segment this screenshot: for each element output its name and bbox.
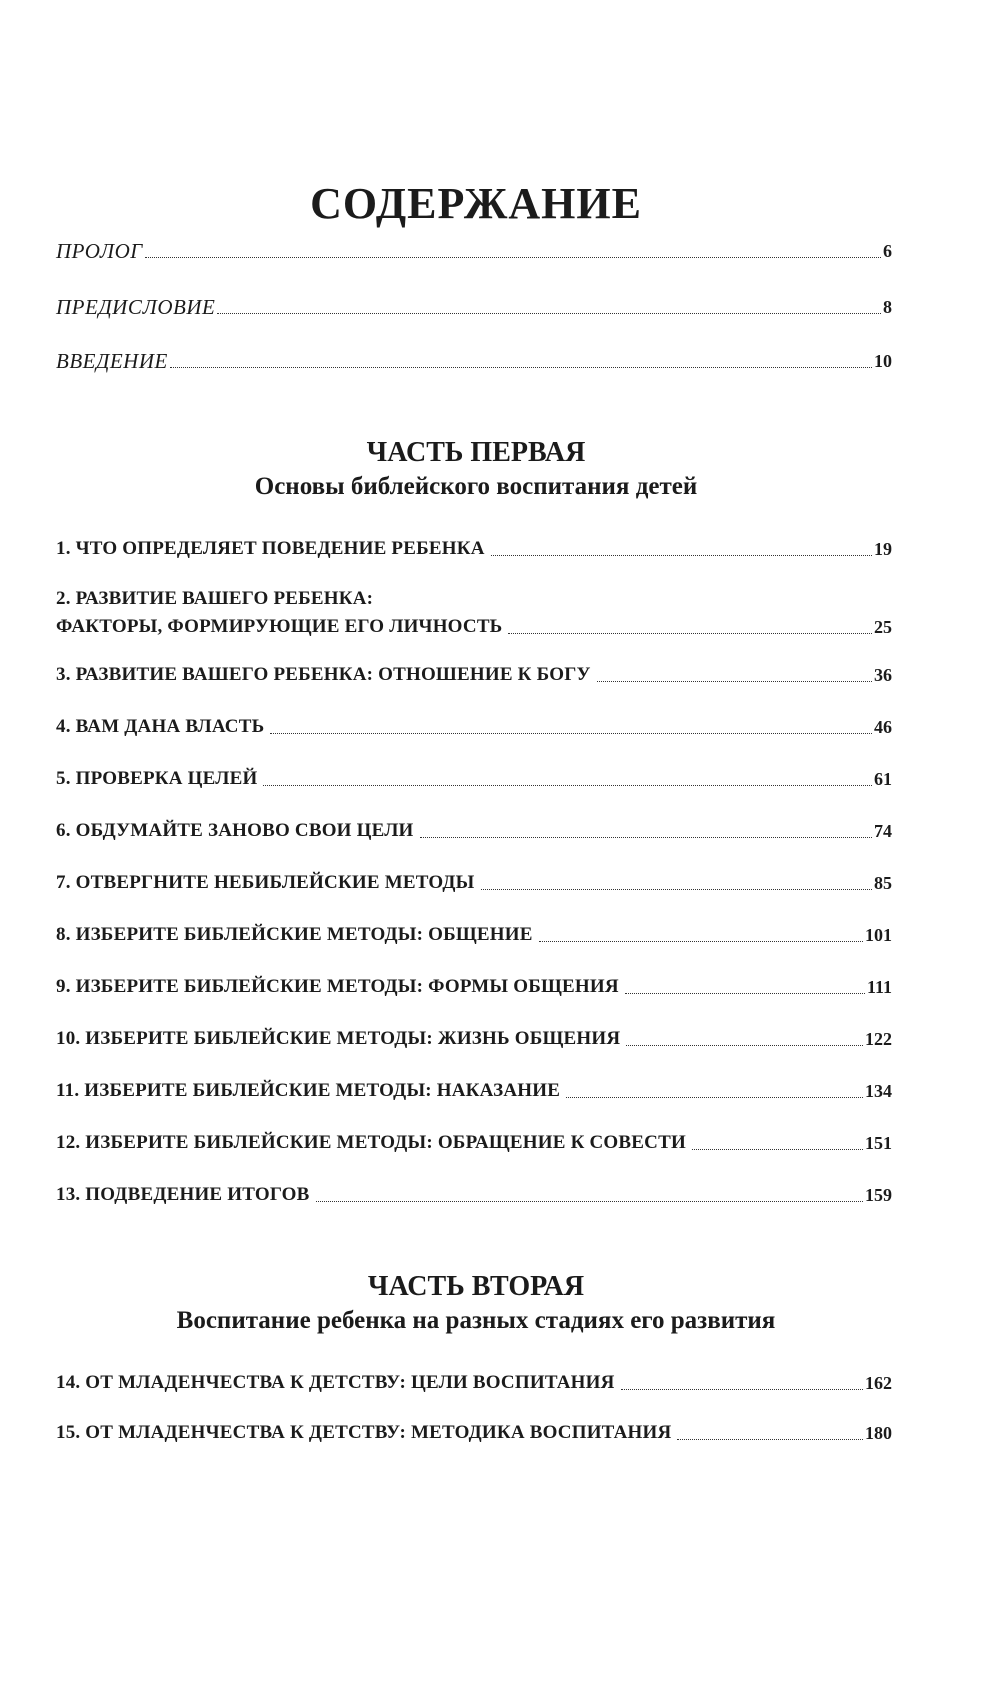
toc-page-number: 8 bbox=[883, 297, 892, 317]
toc-entry-prologue[interactable] bbox=[56, 240, 892, 262]
toc-entry-chapter-13[interactable] bbox=[56, 1184, 892, 1206]
toc-entry-chapter-8[interactable] bbox=[56, 924, 892, 946]
toc-entry-chapter-4[interactable] bbox=[56, 716, 892, 738]
dot-leader bbox=[145, 256, 881, 258]
toc-page-number: 19 bbox=[874, 539, 892, 559]
toc-entry-label: ФАКТОРЫ, ФОРМИРУЮЩИЕ ЕГО ЛИЧНОСТЬ bbox=[56, 616, 503, 637]
toc-page-number: 122 bbox=[865, 1029, 892, 1049]
dot-leader bbox=[481, 888, 872, 890]
toc-page-number: 134 bbox=[865, 1081, 892, 1101]
toc-entry-label: 4. ВАМ ДАНА ВЛАСТЬ bbox=[56, 716, 265, 737]
toc-page-number: 101 bbox=[865, 925, 892, 945]
dot-leader bbox=[539, 940, 863, 942]
dot-leader bbox=[566, 1096, 863, 1098]
toc-page-number: 85 bbox=[874, 873, 892, 893]
dot-leader bbox=[491, 554, 872, 556]
toc-entry-label: ВВЕДЕНИЕ bbox=[56, 349, 168, 373]
dot-leader bbox=[263, 784, 872, 786]
toc-page-number: 159 bbox=[865, 1185, 892, 1205]
toc-entry-label: 7. ОТВЕРГНИТЕ НЕБИБЛЕЙСКИЕ МЕТОДЫ bbox=[56, 872, 475, 893]
toc-entry-label-line1: 2. РАЗВИТИЕ ВАШЕГО РЕБЕНКА: bbox=[56, 588, 374, 609]
toc-entry-label: 8. ИЗБЕРИТЕ БИБЛЕЙСКИЕ МЕТОДЫ: ОБЩЕНИЕ bbox=[56, 924, 533, 945]
toc-entry-chapter-11[interactable] bbox=[56, 1080, 892, 1102]
toc-entry-label: 14. ОТ МЛАДЕНЧЕСТВА К ДЕТСТВУ: ЦЕЛИ ВОСПИТАНИЯ bbox=[56, 1372, 615, 1393]
part-two-heading bbox=[0, 1270, 952, 1338]
toc-entry-label: 9. ИЗБЕРИТЕ БИБЛЕЙСКИЕ МЕТОДЫ: ФОРМЫ ОБЩЕНИЯ bbox=[56, 976, 619, 997]
toc-entry-label: 15. ОТ МЛАДЕНЧЕСТВА К ДЕТСТВУ: МЕТОДИКА ВОСПИТАНИЯ bbox=[56, 1422, 672, 1443]
toc-entry-label: 3. РАЗВИТИЕ ВАШЕГО РЕБЕНКА: ОТНОШЕНИЕ К БОГУ bbox=[56, 664, 591, 685]
page-title: СОДЕРЖАНИЕ bbox=[310, 179, 642, 228]
toc-entry-label: 5. ПРОВЕРКА ЦЕЛЕЙ bbox=[56, 768, 258, 789]
dot-leader bbox=[597, 680, 872, 682]
toc-page-number: 10 bbox=[874, 351, 892, 371]
toc-page-number: 151 bbox=[865, 1133, 892, 1153]
toc-page-number: 162 bbox=[865, 1373, 892, 1393]
dot-leader bbox=[626, 1044, 863, 1046]
part-one-heading bbox=[0, 436, 952, 504]
dot-leader bbox=[270, 732, 872, 734]
part-two-subtitle: Воспитание ребенка на разных стадиях его развития bbox=[176, 1307, 776, 1334]
toc-page-number: 180 bbox=[865, 1423, 892, 1443]
dot-leader bbox=[677, 1438, 863, 1440]
toc-entry-chapter-5[interactable] bbox=[56, 768, 892, 790]
dot-leader bbox=[621, 1388, 863, 1390]
toc-entry-chapter-15[interactable] bbox=[56, 1422, 892, 1444]
dot-leader bbox=[217, 312, 881, 314]
toc-entry-chapter-12[interactable] bbox=[56, 1132, 892, 1154]
toc-page-number: 61 bbox=[874, 769, 892, 789]
part-one-subtitle: Основы библейского воспитания детей bbox=[254, 473, 698, 500]
dot-leader bbox=[420, 836, 872, 838]
part-two-title: ЧАСТЬ ВТОРАЯ bbox=[367, 1271, 585, 1302]
toc-entry-label: 1. ЧТО ОПРЕДЕЛЯЕТ ПОВЕДЕНИЕ РЕБЕНКА bbox=[56, 538, 485, 559]
dot-leader bbox=[316, 1200, 863, 1202]
toc-entry-chapter-10[interactable] bbox=[56, 1028, 892, 1050]
toc-entry-chapter-14[interactable] bbox=[56, 1372, 892, 1394]
toc-entry-chapter-7[interactable] bbox=[56, 872, 892, 894]
toc-page-number: 25 bbox=[874, 617, 892, 637]
toc-entry-label: ПРОЛОГ bbox=[56, 239, 143, 263]
dot-leader bbox=[692, 1148, 863, 1150]
toc-entry-introduction[interactable] bbox=[56, 350, 892, 372]
toc-page-number: 74 bbox=[874, 821, 892, 841]
toc-entry-label: 13. ПОДВЕДЕНИЕ ИТОГОВ bbox=[56, 1184, 310, 1205]
dot-leader bbox=[625, 992, 865, 994]
dot-leader bbox=[508, 632, 872, 634]
toc-entry-chapter-9[interactable] bbox=[56, 976, 892, 998]
toc-entry-label: 6. ОБДУМАЙТЕ ЗАНОВО СВОИ ЦЕЛИ bbox=[56, 820, 414, 841]
toc-page-number: 46 bbox=[874, 717, 892, 737]
toc-entry-line2 bbox=[56, 616, 892, 638]
toc-entry-chapter-3[interactable] bbox=[56, 664, 892, 686]
toc-entry-chapter-1[interactable] bbox=[56, 538, 892, 560]
toc-page-number: 36 bbox=[874, 665, 892, 685]
toc-entry-label: 10. ИЗБЕРИТЕ БИБЛЕЙСКИЕ МЕТОДЫ: ЖИЗНЬ ОБЩЕНИЯ bbox=[56, 1028, 621, 1049]
toc-entry-preface[interactable] bbox=[56, 296, 892, 318]
dot-leader bbox=[170, 366, 872, 368]
toc-entry-chapter-2[interactable] bbox=[56, 588, 892, 638]
toc-entry-label: ПРЕДИСЛОВИЕ bbox=[56, 295, 216, 319]
toc-entry-chapter-6[interactable] bbox=[56, 820, 892, 842]
toc-page-number: 6 bbox=[883, 241, 892, 261]
toc-entry-label: 12. ИЗБЕРИТЕ БИБЛЕЙСКИЕ МЕТОДЫ: ОБРАЩЕНИЕ К СОВЕСТИ bbox=[56, 1132, 686, 1153]
part-one-title: ЧАСТЬ ПЕРВАЯ bbox=[366, 437, 586, 468]
toc-page-number: 111 bbox=[866, 977, 892, 997]
toc-entry-label: 11. ИЗБЕРИТЕ БИБЛЕЙСКИЕ МЕТОДЫ: НАКАЗАНИЕ bbox=[56, 1080, 561, 1101]
